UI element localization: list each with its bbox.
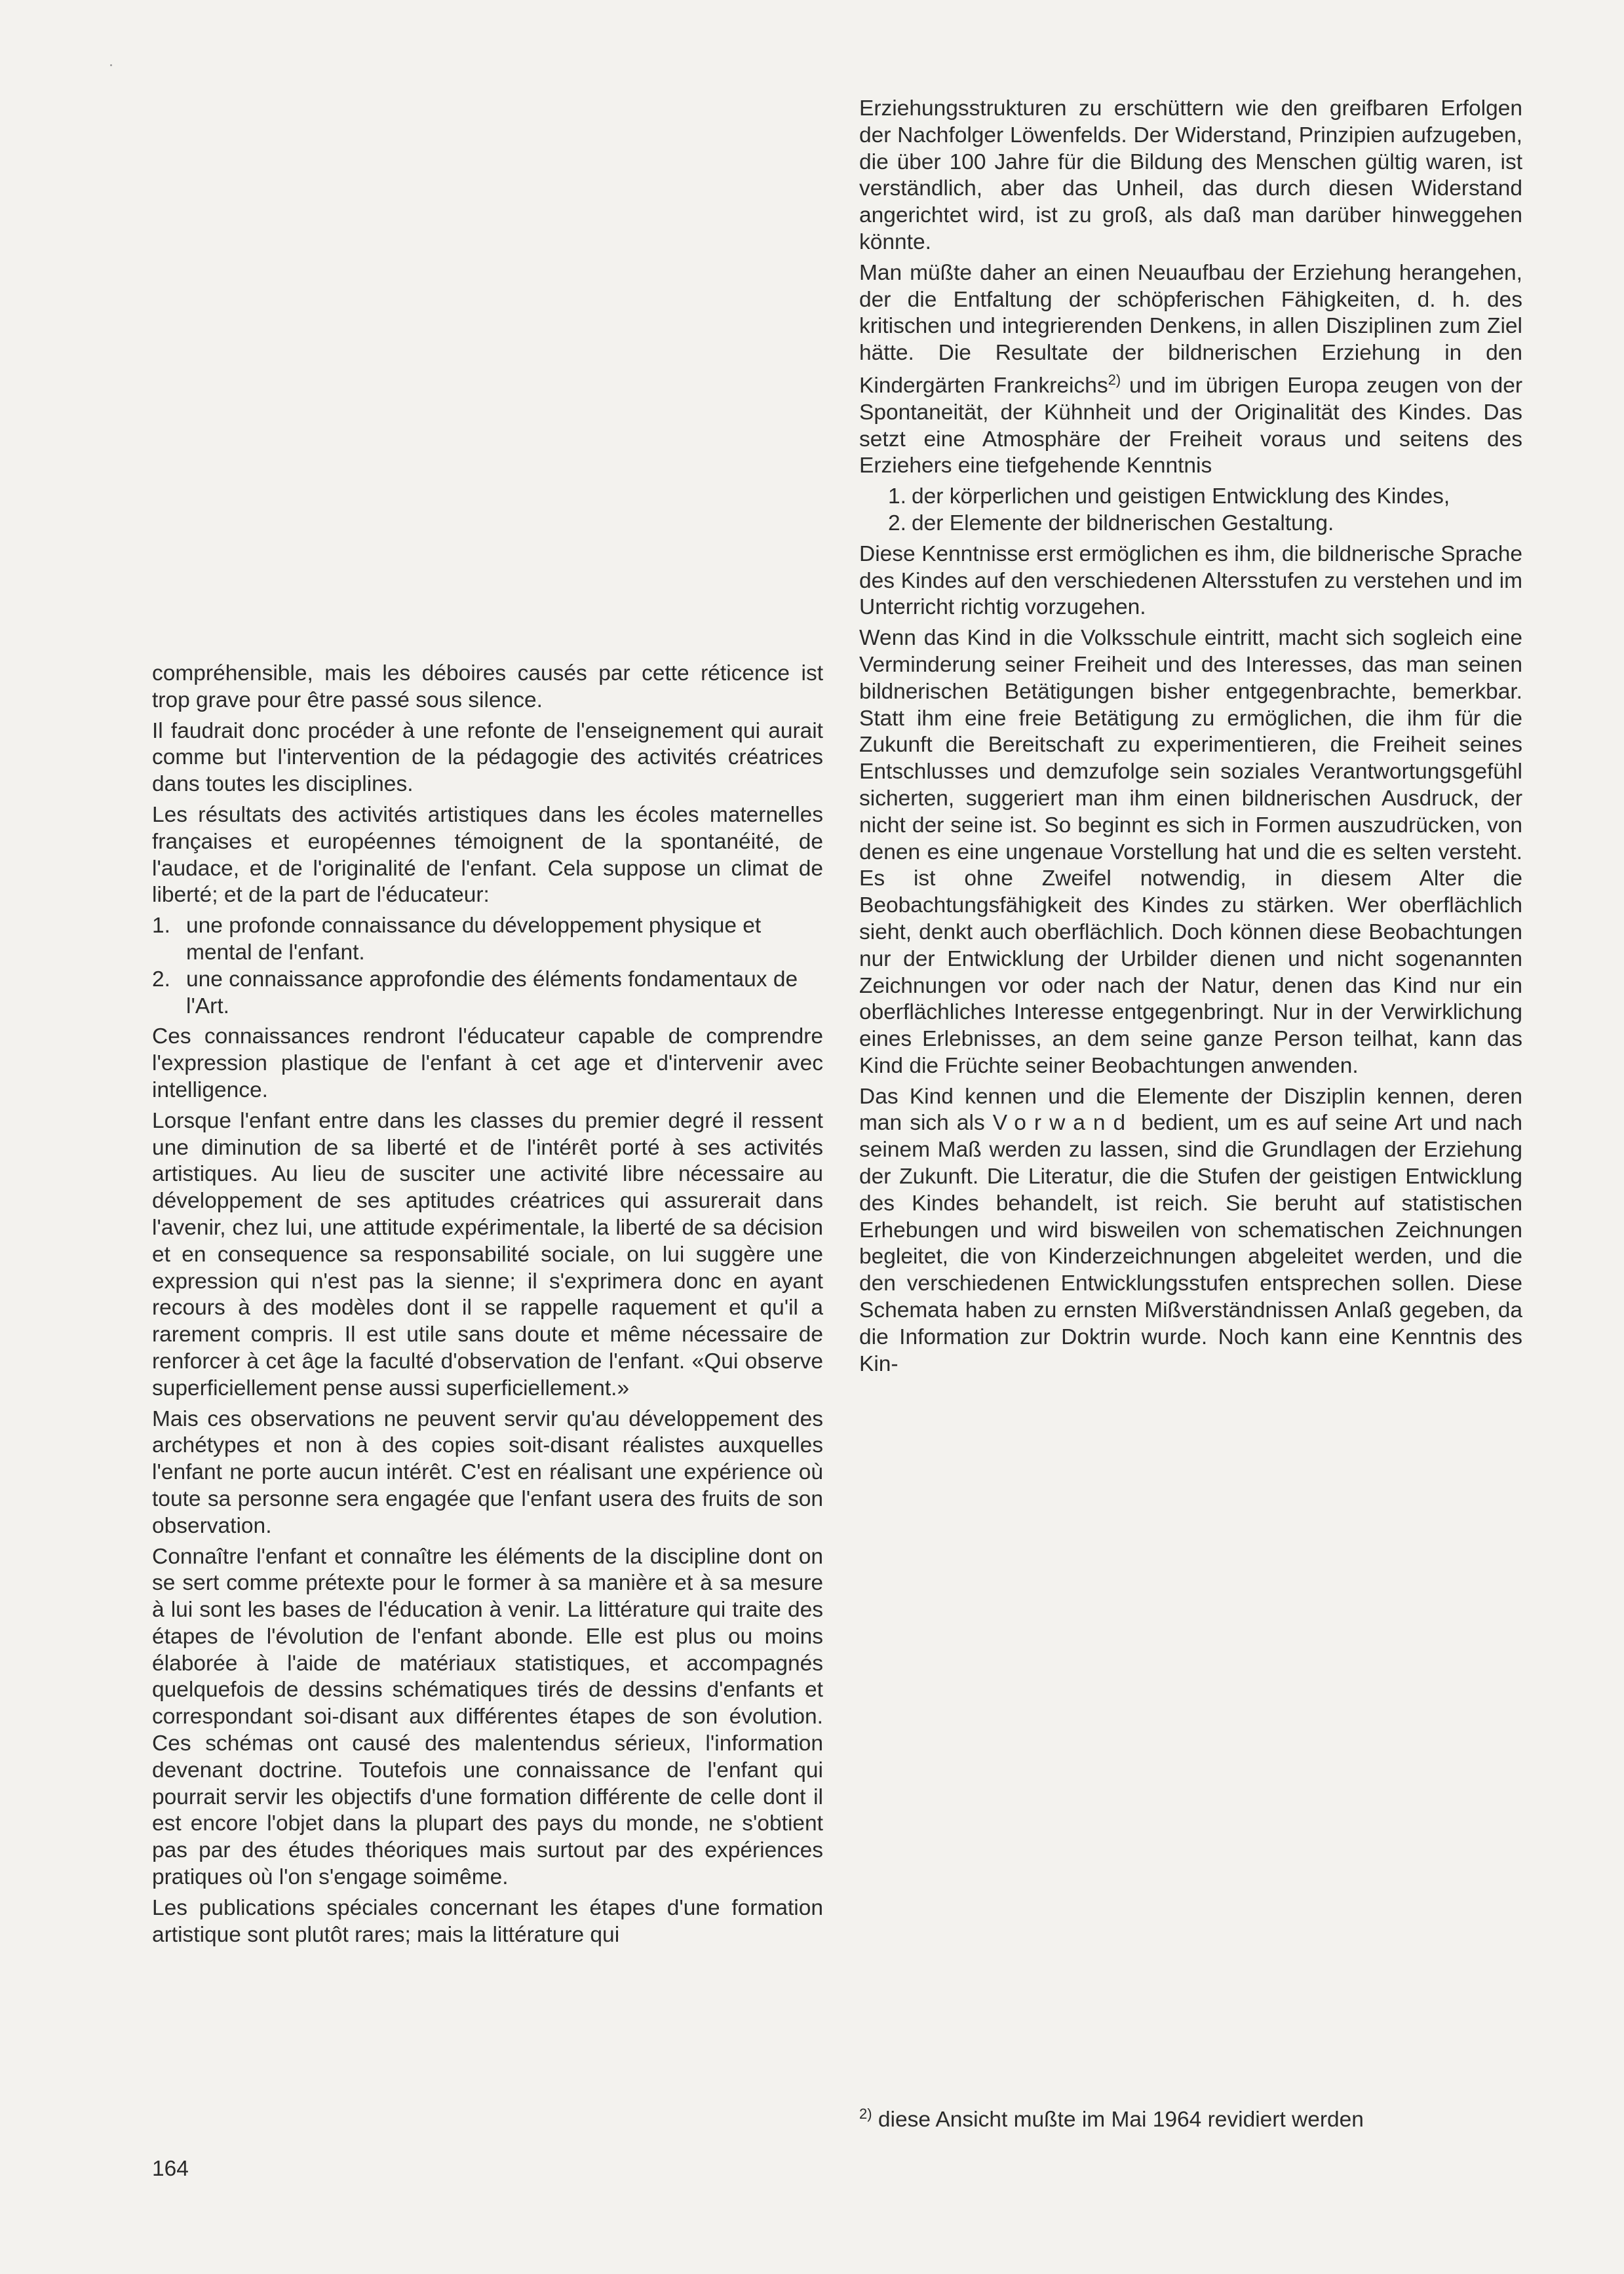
paragraph-text: Das Kind kennen und die Elemente der Disziplin kennen, deren man sich als <box>859 1084 1522 1136</box>
paragraph <box>859 260 1522 480</box>
list-number: 1. <box>888 484 906 509</box>
spaced-emphasis: Vorwand <box>992 1111 1134 1136</box>
list-number: 2. <box>888 511 906 535</box>
footnote <box>859 2101 1522 2133</box>
numbered-list <box>152 913 823 1020</box>
list-item <box>859 511 1522 537</box>
footnote-text: diese Ansicht mußte im Mai 1964 revidiert werden <box>872 2108 1364 2132</box>
paper-speck <box>110 64 112 66</box>
left-column-french <box>152 661 823 1952</box>
paragraph <box>859 1084 1522 1378</box>
paragraph: Il faudrait donc procéder à une refonte de l'enseignement qui aurait comme but l'intervention de la pédagogie des activités créatrices dans toutes les disciplines. <box>152 718 823 797</box>
paragraph-text: und im übrigen Europa zeugen von der Spontaneität, der Kühnheit und der Originalität des Kindes. Das setzt eine Atmosphäre der Freiheit voraus und seitens des Erziehers eine tiefgehende Kenntnis <box>859 373 1523 478</box>
right-column-german <box>859 96 1522 1381</box>
list-number: 2. <box>152 967 170 992</box>
paragraph: Connaître l'enfant et connaître les éléments de la discipline dont on se sert comme prétexte pour le former à sa manière et à sa mesure à lui sont les bases de l'éducation à venir. La littérature qui traite des étapes de l'évolution de l'enfant abonde. Elle est plus ou moins élaborée à l'aide de matériaux statistiques, et accompagnés quelquefois de dessins schématiques tirés de dessins d'enfants et correspondant soi-disant aux différentes étapes de son évolution. Ces schémas ont causé des malentendus sérieux, l'information devenant doctrine. Toutefois une connaissance de l'enfant qui pourrait servir les objectifs d'une formation différente de celle dont il est encore l'objet dans la plupart des pays du monde, ne s'obtient pas par des études théoriques mais surtout par des expériences pratiques où l'on s'engage soimême. <box>152 1544 823 1890</box>
page-number: 164 <box>152 2157 189 2181</box>
paragraph: Les résultats des activités artistiques dans les écoles maternelles françaises et européennes témoignent de la spontanéité, de l'audace, et de l'originalité de l'enfant. Cela suppose un climat de liberté; et de la part de l'éducateur: <box>152 802 823 908</box>
paragraph: Ces connaissances rendront l'éducateur capable de comprendre l'expression plastique de l'enfant à cet age et d'intervenir avec intelligence. <box>152 1024 823 1102</box>
paragraph: Mais ces observations ne peuvent servir qu'au développement des archétypes et non à des copies soit-disant réalistes auxquelles l'enfant ne porte aucun intérêt. C'est en réalisant une expérience où toute sa personne sera engagée que l'enfant usera des fruits de son observation. <box>152 1406 823 1538</box>
list-text: der körperlichen und geistigen Entwicklung des Kindes, <box>912 484 1450 509</box>
list-text: une connaissance approfondie des éléments fondamentaux de l'Art. <box>186 967 798 1018</box>
list-item <box>152 913 823 967</box>
paragraph: Diese Kenntnisse erst ermöglichen es ihm, die bildnerische Sprache des Kindes auf den verschiedenen Altersstufen zu verstehen und im Unterricht richtig vorzugehen. <box>859 541 1522 620</box>
paragraph: Wenn das Kind in die Volksschule eintritt, macht sich sogleich eine Verminderung seiner Freiheit und des Interesses, das man seinen bildnerischen Betätigungen bisher entgegenbrachte, bemerkbar. Statt ihm eine freie Betätigung zu ermöglichen, die ihm für die Zukunft die Bereitschaft zu experimentieren, die Freiheit seines Entschlusses und demzufolge sein soziales Verantwortungsgefühl sicherten, suggeriert man ihm einen bildnerischen Ausdruck, der nicht der seine ist. So beginnt es sich in Formen auszudrücken, von denen es eine ungenaue Vorstellung hat und die es selten versteht. Es ist ohne Zweifel notwendig, in diesem Alter die Beobachtungsfähigkeit des Kindes zu stärken. Wer oberflächlich sieht, denkt auch oberflächlich. Doch können diese Beobachtungen nur der Entwicklung der Urbilder dienen und nicht sogenannten Zeichnungen vor oder nach der Natur, denen das Kind nur ein oberflächliches Interesse entgegenbringt. Nur in der Verwirklichung eines Erlebnisses, an dem seine ganze Person teilhat, kann das Kind die Früchte seiner Beobachtungen anwenden. <box>859 626 1522 1078</box>
paragraph: Erziehungsstrukturen zu erschüttern wie den greifbaren Erfolgen der Nachfolger Löwenfelds. Der Widerstand, Prinzipien aufzugeben, die über 100 Jahre für die Bildung des Menschen gültig waren, ist verständlich, aber das Unheil, das durch diesen Widerstand angerichtet wird, ist zu groß, als daß man darüber hinweggehen könnte. <box>859 96 1522 254</box>
paragraph-text: bedient, um es auf seine Art und nach seinem Maß werden zu lassen, sind die Grundlagen der Erziehung der Zukunft. Die Literatur, die die Stufen der geistigen Entwicklung des Kindes behandelt, ist reich. Sie beruht auf statistischen Erhebungen und wird bisweilen von schematischen Zeichnungen begleitet, die von Kinderzeichnungen abgeleitet werden, und die den verschiedenen Entwicklungsstufen entsprechen sollen. Diese Schemata haben zu ernsten Mißverständnissen Anlaß gegeben, da die Information zur Doktrin wurde. Noch kann eine Kenntnis des Kin- <box>859 1111 1522 1376</box>
paragraph-text: Man müßte daher an einen Neuaufbau der Erziehung herangehen, der die Entfaltung der schöpferischen Fähigkeiten, d. h. des kritischen und integrierenden Denkens, in allen Disziplinen zum Ziel hätte. Die Resultate der bildnerischen Erziehung in den Kindergärten Frankreichs <box>859 260 1522 398</box>
list-item <box>152 967 823 1020</box>
list-item <box>859 484 1522 511</box>
list-text: une profonde connaissance du développement physique et mental de l'enfant. <box>186 914 762 965</box>
paragraph: Lorsque l'enfant entre dans les classes du premier degré il ressent une diminution de sa liberté et de l'intérêt porté à ses activités artistiques. Au lieu de susciter une activité libre nécessaire au développement de ses aptitudes créatrices qui assurerait dans l'avenir, chez lui, une attitude expérimentale, la liberté de sa décision et en consequence sa responsabilité sociale, on lui suggère une expression qui n'est pas la sienne; il s'exprimera donc en ayant recours à des modèles dont il se rappelle raquement et qu'il a rarement compris. Il est utile sans doute et même nécessaire de renforcer à cet âge la faculté d'observation de l'enfant. «Qui observe superficiellement pense aussi superficiellement.» <box>152 1108 823 1400</box>
footnote-reference: 2) <box>1108 371 1121 388</box>
list-number: 1. <box>152 914 170 938</box>
paragraph: Les publications spéciales concernant les étapes d'une formation artistique sont plutôt rares; mais la littérature qui <box>152 1895 823 1947</box>
paragraph: compréhensible, mais les déboires causés par cette réticence ist trop grave pour être passé sous silence. <box>152 661 823 712</box>
list-text: der Elemente der bildnerischen Gestaltung. <box>912 511 1334 535</box>
footnote-marker: 2) <box>859 2106 872 2122</box>
numbered-list <box>859 484 1522 537</box>
